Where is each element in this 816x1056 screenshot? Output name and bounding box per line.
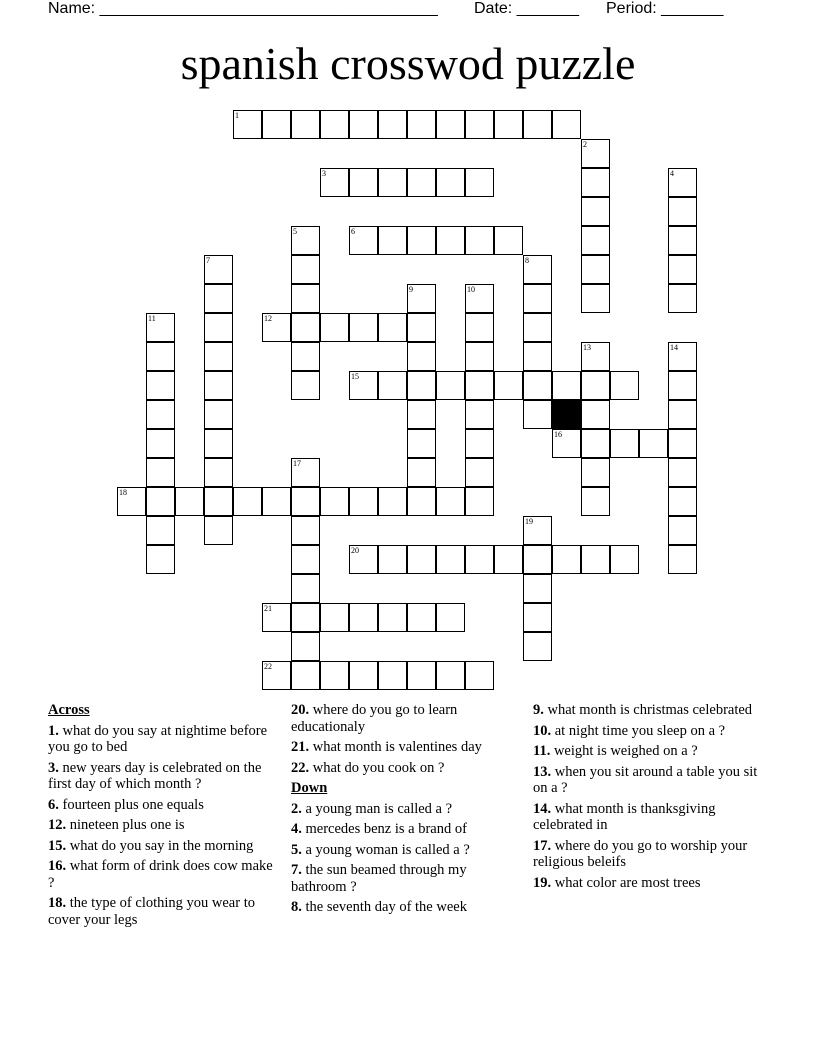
across-clue xyxy=(291,702,521,735)
clue-number: 17 xyxy=(293,459,301,468)
down-clue xyxy=(533,838,765,871)
grid-cell[interactable] xyxy=(291,313,320,342)
grid-cell[interactable] xyxy=(465,110,494,139)
grid-cell[interactable] xyxy=(668,429,697,458)
grid-cell[interactable] xyxy=(378,110,407,139)
clue-number: 16 xyxy=(554,430,562,439)
grid-cell[interactable] xyxy=(581,168,610,197)
clue-number: 15 xyxy=(351,372,359,381)
grid-cell[interactable] xyxy=(581,139,610,168)
grid-cell[interactable] xyxy=(146,458,175,487)
grid-cell[interactable] xyxy=(523,342,552,371)
grid-cell[interactable] xyxy=(581,400,610,429)
grid-cell[interactable] xyxy=(523,632,552,661)
grid-cell[interactable] xyxy=(668,487,697,516)
period-field-label: Period: _______ xyxy=(606,0,724,17)
clue-text: fourteen plus one equals xyxy=(62,796,204,813)
clues-column-2 xyxy=(291,702,521,920)
grid-cell[interactable] xyxy=(668,226,697,255)
grid-cell[interactable] xyxy=(581,255,610,284)
grid-cell[interactable] xyxy=(378,226,407,255)
grid-cell[interactable] xyxy=(465,661,494,690)
grid-cell[interactable] xyxy=(407,342,436,371)
grid-cell[interactable] xyxy=(436,371,465,400)
clue-text: what month is christmas celebrated xyxy=(547,702,753,718)
clue-number: 13 xyxy=(583,343,591,352)
grid-cell[interactable] xyxy=(436,110,465,139)
grid-cell[interactable] xyxy=(407,284,436,313)
grid-cell[interactable] xyxy=(349,371,378,400)
clues-column-3 xyxy=(533,702,765,895)
grid-cell[interactable] xyxy=(465,313,494,342)
grid-cell[interactable] xyxy=(523,313,552,342)
clue-text: new years day is celebrated on the first day of which month ? xyxy=(48,759,262,792)
clue-text: mercedes benz is a brand of xyxy=(305,821,467,837)
grid-cell[interactable] xyxy=(581,197,610,226)
grid-cell[interactable] xyxy=(523,255,552,284)
down-clue xyxy=(533,764,765,797)
clue-number: 12 xyxy=(264,314,272,323)
across-clue xyxy=(48,797,280,814)
grid-cell[interactable] xyxy=(291,545,320,574)
grid-cell[interactable] xyxy=(668,342,697,371)
grid-cell[interactable] xyxy=(204,400,233,429)
clue-number-label: 9. xyxy=(533,702,544,718)
grid-cell[interactable] xyxy=(465,487,494,516)
across-clue xyxy=(48,895,280,928)
grid-cell[interactable] xyxy=(146,371,175,400)
across-clue xyxy=(48,723,280,756)
grid-cell[interactable] xyxy=(523,284,552,313)
clue-number: 10 xyxy=(467,285,475,294)
grid-cell[interactable] xyxy=(407,487,436,516)
grid-cell[interactable] xyxy=(407,458,436,487)
clue-number: 7 xyxy=(206,256,210,265)
grid-cell[interactable] xyxy=(378,313,407,342)
grid-cell[interactable] xyxy=(291,255,320,284)
grid-cell[interactable] xyxy=(552,429,581,458)
grid-cell[interactable] xyxy=(146,313,175,342)
grid-cell[interactable] xyxy=(407,110,436,139)
grid-cell[interactable] xyxy=(233,110,262,139)
clue-number-label: 20. xyxy=(291,702,310,718)
grid-cell[interactable] xyxy=(610,429,639,458)
clue-text: what form of drink does cow make ? xyxy=(48,858,273,891)
date-field-label: Date: _______ xyxy=(474,0,579,17)
grid-cell[interactable] xyxy=(494,110,523,139)
grid-cell[interactable] xyxy=(204,429,233,458)
grid-cell[interactable] xyxy=(262,313,291,342)
grid-cell[interactable] xyxy=(523,371,552,400)
grid-cell[interactable] xyxy=(668,400,697,429)
grid-cell[interactable] xyxy=(639,429,668,458)
grid-cell[interactable] xyxy=(291,574,320,603)
grid-cell[interactable] xyxy=(262,661,291,690)
grid-cell[interactable] xyxy=(320,313,349,342)
across-clue xyxy=(291,739,521,756)
grid-cell[interactable] xyxy=(146,487,175,516)
clue-number: 2 xyxy=(583,140,587,149)
grid-cell[interactable] xyxy=(552,371,581,400)
grid-cell[interactable] xyxy=(204,487,233,516)
grid-cell[interactable] xyxy=(146,429,175,458)
grid-cell[interactable] xyxy=(436,545,465,574)
grid-cell[interactable] xyxy=(465,226,494,255)
clue-number: 11 xyxy=(148,314,156,323)
clue-number: 6 xyxy=(351,227,355,236)
clue-number-label: 19. xyxy=(533,874,552,891)
grid-cell[interactable] xyxy=(581,429,610,458)
grid-cell[interactable] xyxy=(349,168,378,197)
grid-cell[interactable] xyxy=(204,313,233,342)
grid-cell[interactable] xyxy=(436,661,465,690)
grid-cell[interactable] xyxy=(378,168,407,197)
grid-cell[interactable] xyxy=(407,545,436,574)
grid-cell[interactable] xyxy=(668,545,697,574)
clue-text: what do you say at nightime before you go to bed xyxy=(48,722,268,755)
down-clue xyxy=(533,723,765,740)
down-clue xyxy=(291,842,521,859)
puzzle-title: spanish crosswod puzzle xyxy=(180,38,636,89)
clue-text: the type of clothing you wear to cover your legs xyxy=(48,895,255,928)
clue-number-label: 21. xyxy=(291,739,310,755)
grid-cell[interactable] xyxy=(552,545,581,574)
clue-number-label: 3. xyxy=(48,759,59,776)
grid-cell[interactable] xyxy=(581,487,610,516)
grid-cell[interactable] xyxy=(291,632,320,661)
grid-cell[interactable] xyxy=(378,545,407,574)
grid-cell[interactable] xyxy=(668,168,697,197)
grid-cell[interactable] xyxy=(349,487,378,516)
grid-cell[interactable] xyxy=(523,110,552,139)
clue-number-label: 17. xyxy=(533,837,552,854)
grid-cell[interactable] xyxy=(320,168,349,197)
clue-number: 9 xyxy=(409,285,413,294)
clue-number-label: 2. xyxy=(291,800,302,817)
grid-cell[interactable] xyxy=(204,255,233,284)
clue-text: what do you cook on ? xyxy=(312,759,445,776)
grid-cell[interactable] xyxy=(146,516,175,545)
grid-cell[interactable] xyxy=(291,342,320,371)
grid-cell[interactable] xyxy=(523,545,552,574)
down-clue xyxy=(291,821,521,838)
clue-number: 1 xyxy=(235,111,239,120)
grid-cell[interactable] xyxy=(581,226,610,255)
clue-text: the seventh day of the week xyxy=(305,899,467,915)
grid-cell[interactable] xyxy=(291,284,320,313)
grid-cell[interactable] xyxy=(407,371,436,400)
grid-cell[interactable] xyxy=(291,371,320,400)
grid-cell[interactable] xyxy=(349,603,378,632)
clue-text: a young woman is called a ? xyxy=(305,841,470,858)
grid-cell[interactable] xyxy=(407,603,436,632)
grid-cell[interactable] xyxy=(668,255,697,284)
clue-number-label: 14. xyxy=(533,800,552,817)
across-heading: Across xyxy=(48,702,90,718)
across-clue xyxy=(48,817,280,834)
grid-cell[interactable] xyxy=(349,110,378,139)
down-clue xyxy=(533,743,765,760)
clue-number-label: 16. xyxy=(48,858,67,874)
grid-cell[interactable] xyxy=(668,458,697,487)
grid-cell[interactable] xyxy=(465,545,494,574)
grid-cell[interactable] xyxy=(465,400,494,429)
clue-number: 14 xyxy=(670,343,678,352)
clue-number-label: 5. xyxy=(291,841,302,858)
across-clue xyxy=(48,858,280,891)
clues-column-1 xyxy=(48,702,280,932)
clue-text: the sun beamed through my bathroom ? xyxy=(291,862,467,895)
grid-cell[interactable] xyxy=(204,458,233,487)
clue-text: what month is thanksgiving celebrated in xyxy=(533,800,716,833)
grid-cell[interactable] xyxy=(581,342,610,371)
grid-cell[interactable] xyxy=(407,400,436,429)
across-clue xyxy=(291,760,521,777)
clue-text: weight is weighed on a ? xyxy=(553,743,698,759)
clue-number-label: 22. xyxy=(291,759,310,776)
grid-cell[interactable] xyxy=(668,284,697,313)
grid-cell[interactable] xyxy=(349,545,378,574)
clue-text: what month is valentines day xyxy=(312,739,482,755)
grid-cell[interactable] xyxy=(204,342,233,371)
clue-number-label: 15. xyxy=(48,837,67,854)
grid-cell[interactable] xyxy=(378,487,407,516)
grid-cell[interactable] xyxy=(378,603,407,632)
grid-cell[interactable] xyxy=(291,603,320,632)
grid-cell[interactable] xyxy=(233,487,262,516)
clue-number-label: 7. xyxy=(291,862,302,878)
clue-number-label: 18. xyxy=(48,895,67,911)
grid-cell[interactable] xyxy=(204,284,233,313)
down-heading: Down xyxy=(291,780,328,796)
grid-cell[interactable] xyxy=(146,400,175,429)
clue-text: a young man is called a ? xyxy=(305,800,453,817)
grid-cell[interactable] xyxy=(262,603,291,632)
clue-number: 4 xyxy=(670,169,674,178)
clue-text: at night time you sleep on a ? xyxy=(554,722,726,739)
clue-text: what do you say in the morning xyxy=(69,837,254,854)
down-clue xyxy=(533,801,765,834)
grid-cell[interactable] xyxy=(146,545,175,574)
down-clue xyxy=(291,862,521,895)
grid-cell[interactable] xyxy=(407,661,436,690)
grid-cell[interactable] xyxy=(320,487,349,516)
grid-cell[interactable] xyxy=(581,371,610,400)
grid-cell[interactable] xyxy=(320,661,349,690)
grid-cell[interactable] xyxy=(581,284,610,313)
grid-cell[interactable] xyxy=(146,342,175,371)
grid-cell[interactable] xyxy=(465,342,494,371)
grid-cell[interactable] xyxy=(436,168,465,197)
clue-number: 3 xyxy=(322,169,326,178)
clue-number-label: 1. xyxy=(48,722,59,739)
grid-cell[interactable] xyxy=(291,226,320,255)
clue-number: 8 xyxy=(525,256,529,265)
grid-cell[interactable] xyxy=(407,168,436,197)
clue-number-label: 8. xyxy=(291,899,302,915)
grid-cell[interactable] xyxy=(494,545,523,574)
clue-number-label: 4. xyxy=(291,821,302,837)
grid-cell[interactable] xyxy=(494,371,523,400)
grid-cell[interactable] xyxy=(204,516,233,545)
grid-cell[interactable] xyxy=(668,371,697,400)
down-clue xyxy=(533,875,765,892)
clue-number: 5 xyxy=(293,227,297,236)
clue-number: 21 xyxy=(264,604,272,613)
grid-cell[interactable] xyxy=(291,110,320,139)
grid-cell[interactable] xyxy=(291,516,320,545)
grid-cell[interactable] xyxy=(407,313,436,342)
clue-number: 22 xyxy=(264,662,272,671)
clue-number-label: 6. xyxy=(48,796,59,813)
grid-cell[interactable] xyxy=(262,110,291,139)
grid-cell[interactable] xyxy=(320,603,349,632)
grid-cell[interactable] xyxy=(465,371,494,400)
grid-cell[interactable] xyxy=(494,226,523,255)
clue-text: when you sit around a table you sit on a ? xyxy=(533,763,758,796)
grid-cell[interactable] xyxy=(291,487,320,516)
clue-text: what color are most trees xyxy=(554,874,701,891)
grid-cell[interactable] xyxy=(610,545,639,574)
grid-cell[interactable] xyxy=(291,661,320,690)
across-clue xyxy=(48,838,280,855)
clue-number: 20 xyxy=(351,546,359,555)
grid-cell[interactable] xyxy=(581,545,610,574)
grid-cell[interactable] xyxy=(552,110,581,139)
grid-cell[interactable] xyxy=(436,487,465,516)
grid-cell[interactable] xyxy=(349,313,378,342)
grid-cell[interactable] xyxy=(523,400,552,429)
grid-cell-blocked xyxy=(552,400,581,429)
clue-number-label: 11. xyxy=(533,743,551,759)
clue-text: where do you go to learn educationaly xyxy=(291,702,458,735)
grid-cell[interactable] xyxy=(465,429,494,458)
clue-text: where do you go to worship your religious beleifs xyxy=(533,837,748,870)
name-field-label: Name: ______________________________________ xyxy=(48,0,438,17)
grid-cell[interactable] xyxy=(465,458,494,487)
down-clue xyxy=(291,899,521,916)
clue-text: nineteen plus one is xyxy=(69,817,185,833)
grid-cell[interactable] xyxy=(349,226,378,255)
grid-cell[interactable] xyxy=(523,574,552,603)
grid-cell[interactable] xyxy=(407,226,436,255)
grid-cell[interactable] xyxy=(320,110,349,139)
grid-cell[interactable] xyxy=(668,516,697,545)
grid-cell[interactable] xyxy=(291,458,320,487)
clue-number-label: 12. xyxy=(48,817,67,833)
grid-cell[interactable] xyxy=(175,487,204,516)
clue-number-label: 10. xyxy=(533,722,552,739)
clue-number: 18 xyxy=(119,488,127,497)
down-clue xyxy=(533,702,765,719)
grid-cell[interactable] xyxy=(465,284,494,313)
grid-cell[interactable] xyxy=(204,371,233,400)
grid-cell[interactable] xyxy=(349,661,378,690)
grid-cell[interactable] xyxy=(581,458,610,487)
grid-cell[interactable] xyxy=(523,603,552,632)
grid-cell[interactable] xyxy=(465,168,494,197)
grid-cell[interactable] xyxy=(436,226,465,255)
across-clue xyxy=(48,760,280,793)
grid-cell[interactable] xyxy=(610,371,639,400)
grid-cell[interactable] xyxy=(378,661,407,690)
grid-cell[interactable] xyxy=(378,371,407,400)
grid-cell[interactable] xyxy=(407,429,436,458)
grid-cell[interactable] xyxy=(523,516,552,545)
grid-cell[interactable] xyxy=(668,197,697,226)
grid-cell[interactable] xyxy=(436,603,465,632)
clue-number: 19 xyxy=(525,517,533,526)
grid-cell[interactable] xyxy=(117,487,146,516)
down-clue xyxy=(291,801,521,818)
grid-cell[interactable] xyxy=(262,487,291,516)
clue-number-label: 13. xyxy=(533,763,552,780)
